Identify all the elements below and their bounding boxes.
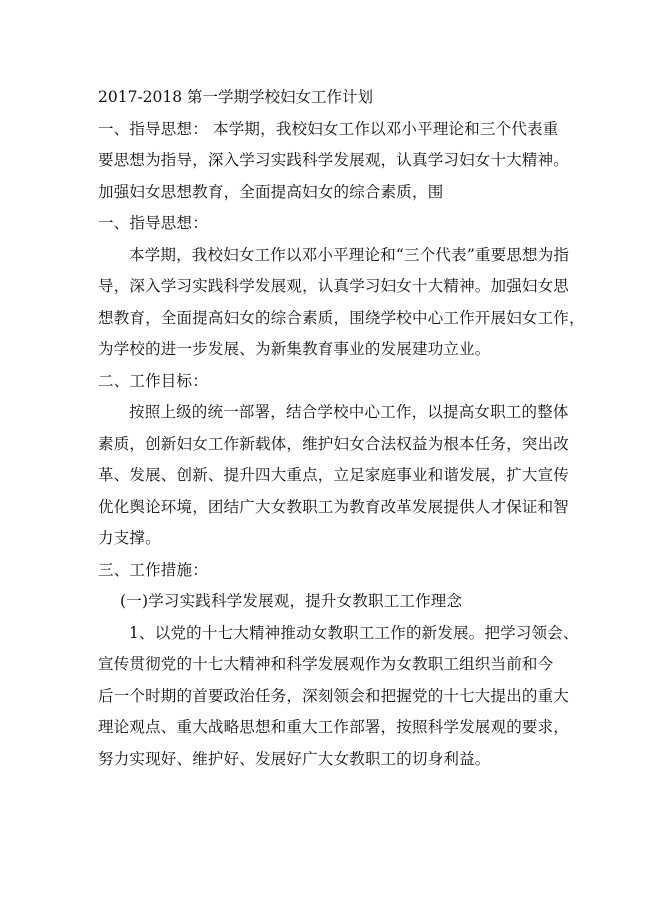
paragraph-line: 想教育，全面提高妇女的综合素质，围绕学校中心工作开展妇女工作， xyxy=(98,308,585,327)
section-heading-work-goals: 二、工作目标： xyxy=(98,371,208,390)
paragraph-line: 优化舆论环境，团结广大女教职工为教育改革发展提供人才保证和智 xyxy=(98,497,570,516)
paragraph-line: 力支撑。 xyxy=(98,529,161,547)
section-heading-work-measures: 三、工作措施： xyxy=(98,560,208,579)
paragraph-line: 后一个时期的首要政治任务，深刻领会和把握党的十七大提出的重大 xyxy=(98,686,570,705)
paragraph-line: 革、发展、创新、提升四大重点，立足家庭事业和谐发展，扩大宣传 xyxy=(98,466,570,484)
paragraph-line: 宣传贯彻党的十七大精神和科学发展观作为女教职工组织当前和今 xyxy=(98,655,554,673)
paragraph-line: 为学校的进一步发展、为新集教育事业的发展建功立业。 xyxy=(98,340,491,358)
document-body xyxy=(98,82,585,775)
paragraph-line: 1、以党的十七大精神推动女教职工工作的新发展。把学习领会、 xyxy=(129,623,579,642)
paragraph-line: 按照上级的统一部署，结合学校中心工作，以提高女职工的整体 xyxy=(129,403,569,421)
section-heading-guiding-thought: 一、指导思想： xyxy=(98,214,208,232)
subsection-heading: (一)学习实践科学发展观，提升女教职工工作理念 xyxy=(120,592,463,610)
intro-line: 加强妇女思想教育，全面提高妇女的综合素质，围 xyxy=(98,182,444,201)
paragraph-line: 导，深入学习实践科学发展观，认真学习妇女十大精神。加强妇女思 xyxy=(98,277,570,295)
paragraph-line: 本学期，我校妇女工作以邓小平理论和“三个代表”重要思想为指 xyxy=(129,245,570,264)
document-title: 2017-2018 第一学期学校妇女工作计划 xyxy=(98,88,374,106)
paragraph-line: 努力实现好、维护好、发展好广大女教职工的切身利益。 xyxy=(98,749,491,768)
intro-line: 一、指导思想： 本学期，我校妇女工作以邓小平理论和三个代表重 xyxy=(98,119,559,138)
paragraph-line: 理论观点、重大战略思想和重大工作部署，按照科学发展观的要求， xyxy=(98,718,570,736)
intro-line: 要思想为指导，深入学习实践科学发展观，认真学习妇女十大精神。 xyxy=(98,151,570,169)
paragraph-line: 素质，创新妇女工作新载体，维护妇女合法权益为根本任务，突出改 xyxy=(98,434,570,453)
